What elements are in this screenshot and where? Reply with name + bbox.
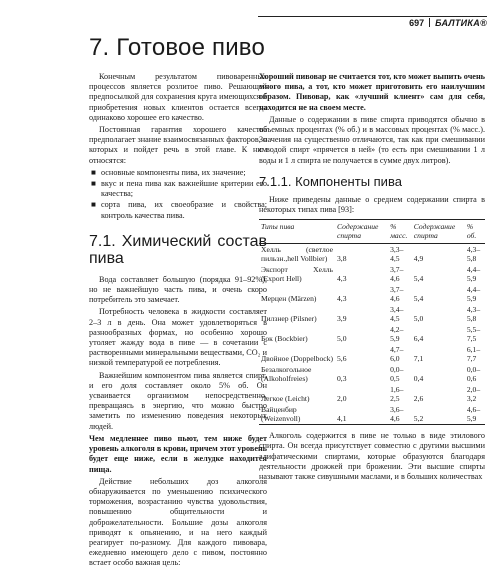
section-title: 7.1. Химический состав пива (89, 232, 267, 267)
alcohol-vol: 6,4 (413, 334, 424, 344)
bullet-item (89, 179, 267, 199)
alcohol-content-table (259, 219, 485, 425)
alcohol-vol: 5,4 (413, 294, 424, 304)
table-row (259, 344, 485, 364)
subsection-title: 7.1.1. Компоненты пива (259, 173, 402, 189)
table-header-row (259, 220, 485, 244)
left-column (89, 72, 267, 571)
alcohol-mass: 2,0 (337, 394, 347, 404)
alcohol-mass: 3,9 (337, 314, 347, 324)
chapter-title: 7. Готовое пиво (89, 34, 266, 61)
alcohol-vol-range: 4,3–5,8 (466, 305, 481, 324)
alcohol-mass-range: 3,4–4,5 (390, 305, 404, 324)
table-row (259, 324, 485, 344)
alcohol-mass: 5,6 (337, 354, 347, 364)
alcohol-mass: 0,3 (337, 374, 347, 384)
alcohol-vol: 5,4 (413, 274, 424, 284)
beer-name: Экспорт Хелль (Export Hell) (261, 265, 333, 284)
bullet-text: основные компоненты пива, их значение; (101, 167, 246, 177)
alcohol-vol-range: 0,0–0,6 (466, 365, 481, 384)
bullet-text: вкус и пена пива как важнейшие критерии его качества; (101, 179, 267, 199)
beer-name: Вайценбир (Weizenvoll) (259, 404, 335, 425)
header-divider (429, 18, 430, 27)
section-paragraph-1: Вода составляет большую (порядка 91–92%), но не важнейшую часть пива, и очень скоро потребитель это замечает. (89, 274, 267, 305)
beer-name: Хелль (светлое пильзн.,hell Vollbier) (261, 245, 333, 264)
page-header (258, 16, 487, 28)
bullet-marker-icon: ■ (91, 167, 96, 177)
alcohol-vol-range: 4,4–5,9 (466, 265, 481, 284)
alcohol-vol-range: 2,0–3,2 (466, 385, 481, 404)
beer-name: Бок (Bockbier) (261, 334, 308, 344)
alcohol-vol-range: 4,3–5,8 (466, 245, 481, 264)
alcohol-mass: 5,0 (337, 334, 347, 344)
table-row (259, 284, 485, 304)
alcohol-vol-range: 6,1–7,7 (466, 345, 481, 364)
alcohol-vol: 0,4 (413, 374, 424, 384)
bullet-text: сорта пива, их своеобразие и свойства; контроль качества пива. (101, 200, 267, 220)
alcohol-vol: 5,0 (413, 314, 424, 324)
header-content-mass: Содержание спирта (335, 220, 388, 244)
table-row (259, 364, 485, 384)
alcohol-vol: 2,6 (413, 394, 424, 404)
table-row (259, 264, 485, 284)
table-row (259, 244, 485, 265)
alcohol-mass-range: 1,6–2,5 (390, 385, 404, 404)
alcohol-vol: 5,2 (412, 404, 465, 425)
alcohol-mass-range: 3,3–4,5 (390, 245, 404, 264)
alcohol-vol: 7,1 (413, 354, 424, 364)
table-row (259, 384, 485, 404)
alcohol-mass-range: 3,6–4,6 (388, 404, 412, 425)
header-beer-type: Типы пива (259, 220, 335, 244)
bullet-marker-icon: ■ (91, 200, 96, 210)
section-paragraph-3: Важнейшим компонентом пива является спирт, и его доля составляет около 5% об. Он усваивается организмом непосредственно, превращаясь в энергию, что можно быстро заметить по изменению поведения некоторых людей. (89, 370, 267, 431)
alcohol-mass-range: 4,2–5,9 (390, 325, 404, 344)
beer-name: Легкое (Leicht) (261, 394, 310, 404)
right-column (259, 72, 485, 484)
beer-name: Безалкогольное (Alkoholfreies) (261, 365, 312, 384)
header-percent-vol: % об. (465, 220, 485, 244)
after-table-paragraph: Алкоголь содержится в пиве не только в виде этилового спирта. Он всегда присутствует совместно с другими высшими алифатическими спиртами, которые образуются благодаря деятельности дрожжей при брожении. Эти высшие спирты называют также сивушными маслами, и в больших количествах (259, 431, 485, 482)
intro-paragraph-1: Конечным результатом пивоваренных процессов является розлитое пиво. Решающей предпосылкой для сохранения круга имеющихся и приобретения новых клиентов остается всегда одинаково хорошее его качество. (89, 72, 267, 122)
bold-paragraph: Хороший пивовар не считается тот, кто может выпить очень много пива, а тот, кто может приготовить его наилучшим образом. Пивовар, как «лучший клиент» сам для себя, находится не на своем месте. (259, 72, 485, 112)
alcohol-intro-paragraph: Данные о содержании в пиве спирта приводятся обычно в объемных процентах (% об.) и в массовых процентах (% масс.). Значения на существенно отличаются, так как при смешивании с водой спирт «прячется в ней» (то есть при смешивании 1 л воды и 1 л спирта не получается в сумме двух литров). (259, 114, 485, 165)
bullet-item (89, 200, 267, 220)
alcohol-mass-range: 0,0–0,5 (390, 365, 404, 384)
page-number: 697 (409, 17, 425, 28)
beer-name: Пилзнер (Pilsner) (261, 314, 317, 324)
intro-paragraph-2: Постоянная гарантия хорошего качества предполагает знание взаимосвязанных факторов, о которых и пойдет речь в этой главе. К ним относятся: (89, 125, 267, 165)
beer-name: Мерцен (Märzen) (261, 294, 317, 304)
header-percent-mass: % масс. (388, 220, 412, 244)
table-row (259, 404, 485, 425)
alcohol-vol-range: 4,6–5,9 (465, 404, 485, 425)
alcohol-mass: 3,8 (337, 254, 347, 264)
alcohol-mass: 4,3 (337, 294, 347, 304)
table-intro: Ниже приведены данные о среднем содержании спирта в некоторых типах пива [93]: (259, 194, 485, 215)
brand-logo-text: БАЛТИКА® (435, 17, 487, 28)
bullet-marker-icon: ■ (91, 179, 96, 189)
alcohol-vol-range: 4,4–5,9 (466, 285, 481, 304)
alcohol-mass-range: 3,7–4,6 (390, 265, 404, 284)
bullet-item (89, 168, 267, 178)
last-paragraph: Действие небольших доз алкоголя обнаруживается по уменьшению психического торможения, возрастанию чувства удовольствия, повышению общительности и доброжелательности. Большие дозы алкоголя приводят к опьянению, и на него каждый реагирует по-разному. Для каждого пивовара, ежедневно имеющего дело с пивом, постоянно встает особо важная цель: (89, 476, 267, 568)
alcohol-mass: 4,3 (337, 274, 347, 284)
alcohol-mass-range: 4,7–6,0 (390, 345, 404, 364)
alcohol-mass-range: 3,7–4,6 (390, 285, 404, 304)
alcohol-vol: 4,9 (413, 254, 424, 264)
table-row (259, 304, 485, 324)
alcohol-mass: 4,1 (335, 404, 388, 425)
bold-paragraph: Чем медленнее пиво пьют, тем ниже будет уровень алкоголя в крови, причем этот уровень будет еще ниже, если в желудке находится пища. (89, 433, 267, 474)
header-content-vol: Содержание спирта (412, 220, 465, 244)
alcohol-vol-range: 5,5–7,5 (466, 325, 481, 344)
beer-name: Двойное (Doppelbock) (261, 354, 333, 364)
section-paragraph-2: Потребность человека в жидкости составляет 2–3 л в день. Она может удовлетворяться в разнообразных формах, но особенно хорошо утоляет жажду вода в пиве — в сочетании с растворенными минеральными веществами, CO₂ и низкой температурой ее потребления. (89, 307, 267, 368)
